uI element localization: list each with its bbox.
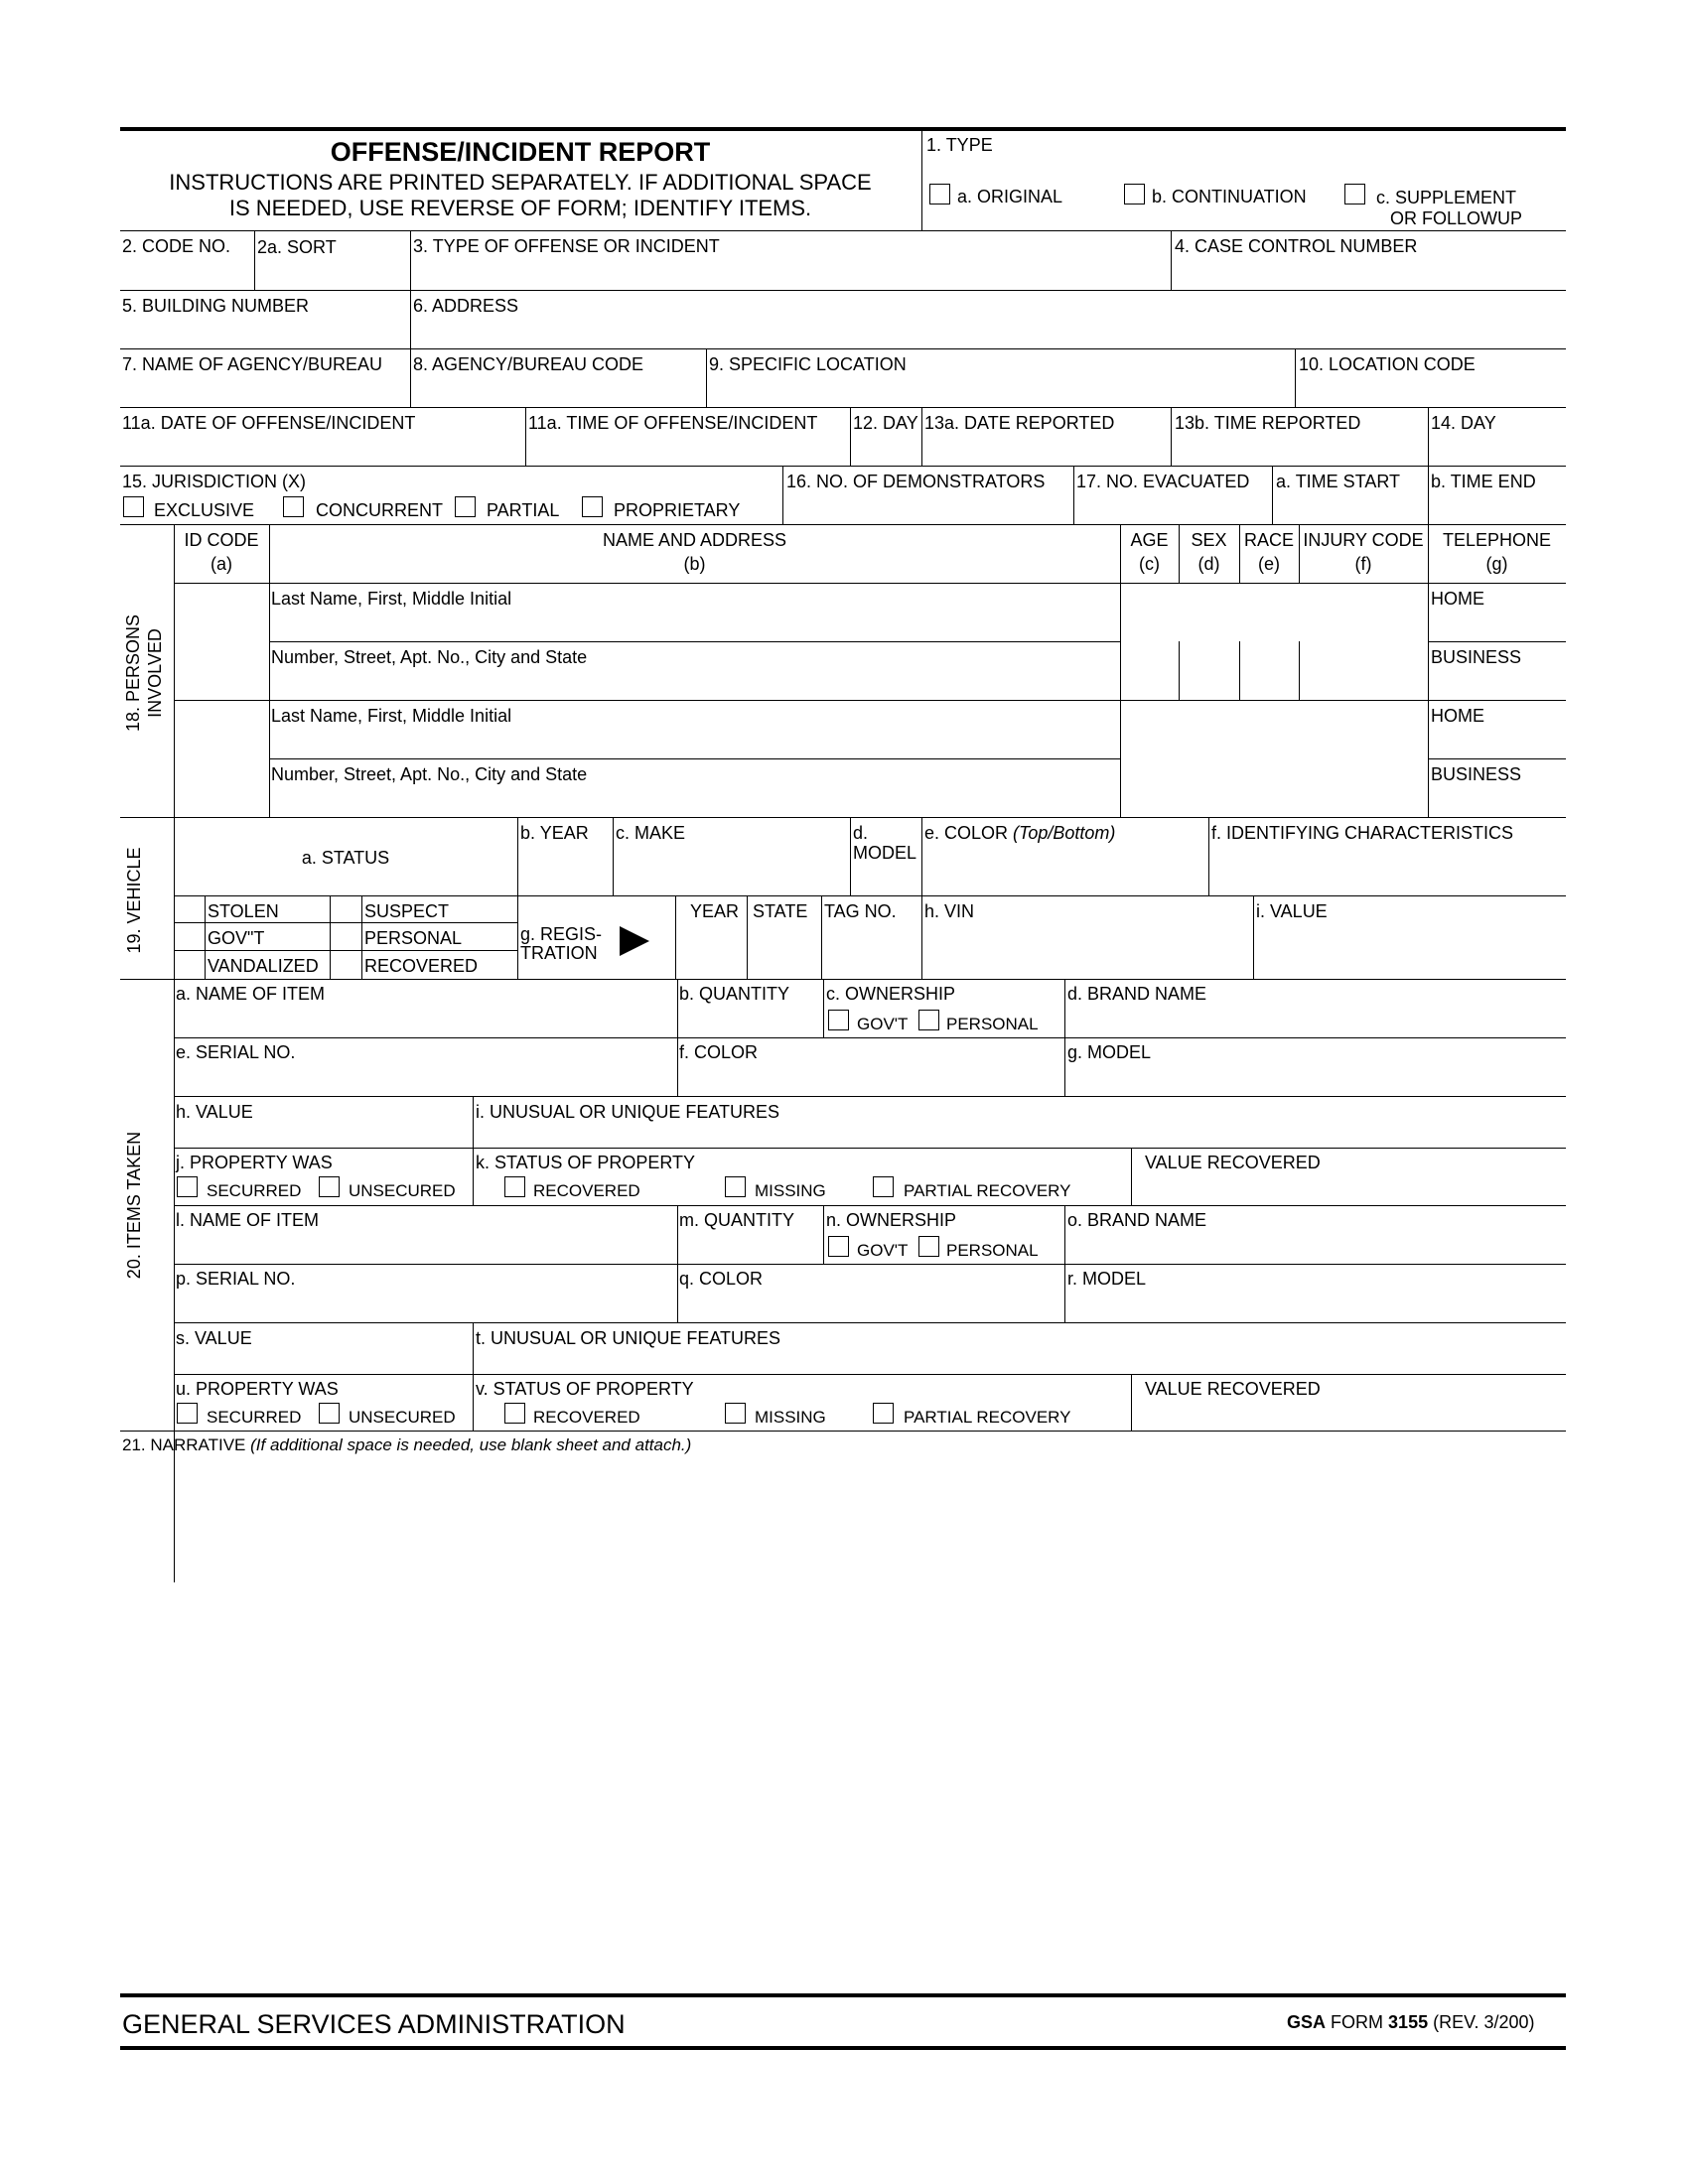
footer-form-id — [1287, 2012, 1535, 2032]
item-2-value-label: s. VALUE — [176, 1328, 252, 1348]
items-rule — [174, 1205, 1566, 1206]
divider — [1295, 348, 1296, 407]
person-1-address-hint: Number, Street, Apt. No., City and State — [271, 647, 588, 667]
status-grid-line — [174, 950, 517, 951]
type-continuation-checkbox[interactable] — [1124, 184, 1145, 205]
divider — [517, 817, 518, 979]
footer-gsa: GSA — [1287, 2012, 1327, 2032]
sort-label: 2a. SORT — [257, 237, 337, 257]
item-2-name-label: l. NAME OF ITEM — [176, 1210, 319, 1230]
day-14-label: 14. DAY — [1431, 413, 1496, 433]
rule-row6 — [120, 524, 1566, 525]
col-name-text: NAME AND ADDRESS — [602, 530, 787, 550]
item-2-partial-recovery-label: PARTIAL RECOVERY — [904, 1408, 1071, 1427]
divider — [1171, 407, 1172, 466]
date-reported-label: 13a. DATE REPORTED — [924, 413, 1115, 433]
divider — [675, 895, 676, 979]
agency-code-label: 8. AGENCY/BUREAU CODE — [413, 354, 644, 374]
item-2-recovered-label: RECOVERED — [533, 1408, 640, 1427]
person-2-home-label: HOME — [1431, 706, 1484, 726]
divider — [254, 230, 255, 290]
person-1-home-label: HOME — [1431, 589, 1484, 609]
item-1-secured-checkbox[interactable] — [177, 1176, 198, 1197]
col-injury-sub: (f) — [1354, 554, 1372, 574]
item-1-unsecured-checkbox[interactable] — [319, 1176, 340, 1197]
time-reported-label: 13b. TIME REPORTED — [1175, 413, 1361, 433]
col-sex-sub: (d) — [1197, 554, 1220, 574]
rule-person-1-mid-a — [269, 641, 1120, 642]
person-1-name-hint: Last Name, First, Middle Initial — [271, 589, 512, 609]
items-taken-section-label: 20. ITEMS TAKEN — [124, 1131, 144, 1280]
type-of-offense-label: 3. TYPE OF OFFENSE OR INCIDENT — [413, 236, 720, 256]
divider — [1299, 641, 1300, 700]
divider — [361, 895, 362, 979]
col-id-code — [174, 530, 269, 574]
top-rule — [120, 127, 1566, 131]
col-name-address — [269, 530, 1120, 574]
proprietary-label: PROPRIETARY — [614, 500, 741, 520]
item-1-status-label: k. STATUS OF PROPERTY — [476, 1153, 696, 1172]
date-of-offense-label: 11a. DATE OF OFFENSE/INCIDENT — [122, 413, 416, 433]
status-vandalized-label: VANDALIZED — [208, 956, 319, 976]
item-1-value-recovered-label: VALUE RECOVERED — [1145, 1153, 1321, 1172]
narrative-label — [122, 1435, 691, 1455]
item-1-personal-checkbox[interactable] — [918, 1010, 939, 1030]
tag-no-label: TAG NO. — [824, 901, 897, 921]
section-left-divider — [174, 524, 175, 1582]
day-12-label: 12. DAY — [853, 413, 918, 433]
type-supplement-label: c. SUPPLEMENT — [1376, 188, 1517, 207]
type-followup-label: OR FOLLOWUP — [1390, 208, 1523, 228]
divider — [921, 407, 922, 466]
item-1-unusual-label: i. UNUSUAL OR UNIQUE FEATURES — [476, 1102, 780, 1122]
col-race — [1239, 530, 1299, 574]
demonstrators-label: 16. NO. OF DEMONSTRATORS — [786, 472, 1046, 491]
footer-revision: (REV. 3/200) — [1433, 2012, 1535, 2032]
reg-year-label: YEAR — [690, 901, 740, 921]
address-label: 6. ADDRESS — [413, 296, 519, 316]
vehicle-color-note: (Top/Bottom) — [1013, 823, 1116, 843]
specific-location-label: 9. SPECIFIC LOCATION — [709, 354, 907, 374]
item-1-secured-label: SECURRED — [207, 1181, 302, 1200]
item-2-quantity-label: m. QUANTITY — [679, 1210, 794, 1230]
col-name-sub: (b) — [683, 554, 706, 574]
offense-incident-report-form — [120, 127, 1566, 1455]
location-code-label: 10. LOCATION CODE — [1299, 354, 1476, 374]
divider — [1428, 758, 1429, 817]
item-2-secured-label: SECURRED — [207, 1408, 302, 1427]
type-original-label: a. ORIGINAL — [957, 187, 1063, 206]
item-2-property-was-label: u. PROPERTY WAS — [176, 1379, 339, 1399]
divider — [205, 895, 206, 979]
exclusive-checkbox[interactable] — [123, 496, 144, 517]
person-1-business-label: BUSINESS — [1431, 647, 1522, 667]
rule-persons-header — [174, 583, 1566, 584]
time-start-label: a. TIME START — [1276, 472, 1401, 491]
vehicle-year-label: b. YEAR — [520, 823, 589, 843]
building-number-label: 5. BUILDING NUMBER — [122, 296, 310, 316]
item-2-partial-recovery-checkbox[interactable] — [873, 1403, 894, 1424]
rule-person-1-mid-b — [1428, 641, 1566, 642]
item-2-color-label: q. COLOR — [679, 1269, 764, 1289]
registration-label-1: g. REGIS- — [520, 924, 603, 944]
divider — [1428, 407, 1429, 466]
divider — [410, 290, 411, 348]
rule-row5 — [120, 466, 1566, 467]
divider — [1428, 466, 1429, 524]
code-no-label: 2. CODE NO. — [122, 236, 231, 256]
person-2-name-hint: Last Name, First, Middle Initial — [271, 706, 512, 726]
vehicle-section-label: 19. VEHICLE — [124, 847, 144, 954]
footer-form-word: FORM — [1331, 2012, 1384, 2032]
vehicle-status-label: a. STATUS — [301, 848, 390, 868]
divider — [1131, 1148, 1132, 1205]
rule-person-2-mid-b — [1428, 758, 1566, 759]
divider — [850, 817, 851, 895]
instructions-line-1: INSTRUCTIONS ARE PRINTED SEPARATELY. IF ADDITIONAL SPACE — [169, 170, 872, 195]
col-age — [1120, 530, 1179, 574]
evacuated-label: 17. NO. EVACUATED — [1076, 472, 1250, 491]
vehicle-value-label: i. VALUE — [1256, 901, 1328, 921]
item-1-personal-label: PERSONAL — [946, 1015, 1039, 1033]
col-sex — [1179, 530, 1239, 574]
items-rule — [174, 1096, 1566, 1097]
divider — [525, 407, 526, 466]
footer-form-number: 3155 — [1388, 2012, 1429, 2032]
arrow-right-icon — [618, 924, 651, 958]
items-rule — [174, 1374, 1566, 1375]
persons-section-text: 18. PERSONS INVOLVED — [123, 614, 165, 733]
item-2-govt-label: GOV'T — [857, 1241, 909, 1260]
col-race-sub: (e) — [1258, 554, 1280, 574]
persons-involved-section-label — [122, 609, 166, 738]
item-1-name-label: a. NAME OF ITEM — [176, 984, 326, 1004]
divider — [747, 895, 748, 979]
rule-header — [120, 230, 1566, 231]
item-1-recovered-label: RECOVERED — [533, 1181, 640, 1200]
concurrent-checkbox[interactable] — [283, 496, 304, 517]
items-rule — [174, 1264, 1566, 1265]
item-1-missing-checkbox[interactable] — [725, 1176, 746, 1197]
divider — [921, 817, 922, 979]
type-original-checkbox[interactable] — [929, 184, 950, 205]
rule-person-2-mid-a — [269, 758, 1120, 759]
time-of-offense-label: 11a. TIME OF OFFENSE/INCIDENT — [528, 413, 818, 433]
item-1-unsecured-label: UNSECURED — [349, 1181, 456, 1200]
divider — [1253, 895, 1254, 979]
divider — [821, 895, 822, 979]
vehicle-color-label — [924, 823, 1115, 843]
col-telephone-text: TELEPHONE — [1442, 530, 1552, 550]
rule-items-end — [120, 1431, 1566, 1432]
item-1-ownership-label: c. OWNERSHIP — [826, 984, 956, 1004]
rule-row2 — [120, 290, 1566, 291]
concurrent-label: CONCURRENT — [316, 500, 443, 520]
col-race-text: RACE — [1243, 530, 1294, 550]
item-1-recovered-checkbox[interactable] — [504, 1176, 525, 1197]
rule-person-1 — [174, 700, 1566, 701]
rule-row3 — [120, 348, 1566, 349]
col-telephone-sub: (g) — [1485, 554, 1508, 574]
divider — [1131, 1374, 1132, 1431]
rule-row4 — [120, 407, 1566, 408]
vehicle-color-text: e. COLOR — [924, 823, 1009, 843]
item-1-value-label: h. VALUE — [176, 1102, 253, 1122]
col-id-code-text: ID CODE — [184, 530, 259, 550]
identifying-characteristics-label: f. IDENTIFYING CHARACTERISTICS — [1211, 823, 1514, 843]
vehicle-model-label — [853, 823, 916, 863]
vin-label: h. VIN — [924, 901, 975, 921]
divider — [269, 758, 270, 817]
item-2-model-label: r. MODEL — [1067, 1269, 1147, 1289]
item-2-recovered-checkbox[interactable] — [504, 1403, 525, 1424]
item-2-unusual-label: t. UNUSUAL OR UNIQUE FEATURES — [476, 1328, 781, 1348]
status-recovered-label: RECOVERED — [364, 956, 479, 976]
time-end-label: b. TIME END — [1431, 472, 1536, 491]
item-1-govt-checkbox[interactable] — [828, 1010, 849, 1030]
divider — [782, 466, 783, 524]
item-2-status-label: v. STATUS OF PROPERTY — [476, 1379, 694, 1399]
divider — [330, 895, 331, 979]
registration-label-2: TRATION — [520, 943, 598, 963]
item-2-secured-checkbox[interactable] — [177, 1403, 198, 1424]
vehicle-make-label: c. MAKE — [616, 823, 686, 843]
items-rule — [174, 1322, 1566, 1323]
item-1-property-was-label: j. PROPERTY WAS — [176, 1153, 333, 1172]
instructions-line-2: IS NEEDED, USE REVERSE OF FORM; IDENTIFY ITEMS. — [228, 196, 812, 220]
item-2-govt-checkbox[interactable] — [828, 1236, 849, 1257]
item-2-missing-label: MISSING — [755, 1408, 826, 1427]
item-2-personal-checkbox[interactable] — [918, 1236, 939, 1257]
item-2-unsecured-checkbox[interactable] — [319, 1403, 340, 1424]
divider — [1120, 758, 1121, 817]
item-1-model-label: g. MODEL — [1067, 1042, 1152, 1062]
narrative-label-text: 21. NARRATIVE — [122, 1435, 246, 1454]
form-title: OFFENSE/INCIDENT REPORT — [330, 137, 711, 167]
reg-state-label: STATE — [753, 901, 808, 921]
person-2-business-label: BUSINESS — [1431, 764, 1522, 784]
status-personal-label: PERSONAL — [364, 928, 463, 948]
col-age-text: AGE — [1130, 530, 1169, 550]
item-2-serial-label: p. SERIAL NO. — [176, 1269, 296, 1289]
proprietary-checkbox[interactable] — [582, 496, 603, 517]
item-1-govt-label: GOV'T — [857, 1015, 909, 1033]
divider — [1171, 230, 1172, 290]
status-grid-line — [174, 922, 517, 923]
divider — [1272, 466, 1273, 524]
rule-vehicle-top — [174, 895, 1566, 896]
divider — [410, 230, 411, 290]
col-injury-text: INJURY CODE — [1303, 530, 1424, 550]
case-control-number-label: 4. CASE CONTROL NUMBER — [1175, 236, 1418, 256]
footer-top-rule — [120, 1993, 1566, 1997]
col-telephone — [1428, 530, 1566, 574]
status-stolen-label: STOLEN — [208, 901, 279, 921]
col-sex-text: SEX — [1191, 530, 1227, 550]
col-age-sub: (c) — [1139, 554, 1160, 574]
divider — [1239, 641, 1240, 700]
rule-vehicle-end — [120, 979, 1566, 980]
footer-bottom-rule — [120, 2046, 1566, 2050]
narrative-note: (If additional space is needed, use blank sheet and attach.) — [250, 1435, 692, 1454]
rule-persons-end — [120, 817, 1566, 818]
item-2-missing-checkbox[interactable] — [725, 1403, 746, 1424]
divider — [1073, 466, 1074, 524]
divider — [473, 1322, 474, 1431]
divider — [1179, 641, 1180, 700]
item-1-color-label: f. COLOR — [679, 1042, 759, 1062]
col-injury-code — [1299, 530, 1428, 574]
footer-agency: GENERAL SERVICES ADMINISTRATION — [122, 2009, 626, 2039]
partial-checkbox[interactable] — [455, 496, 476, 517]
divider — [410, 348, 411, 407]
divider — [473, 1096, 474, 1205]
item-1-brand-label: d. BRAND NAME — [1067, 984, 1207, 1004]
item-1-quantity-label: b. QUANTITY — [679, 984, 790, 1004]
item-2-ownership-label: n. OWNERSHIP — [826, 1210, 957, 1230]
item-1-missing-label: MISSING — [755, 1181, 826, 1200]
type-continuation-label: b. CONTINUATION — [1152, 187, 1307, 206]
divider — [850, 407, 851, 466]
narrative-field[interactable] — [120, 1459, 1566, 1985]
divider — [613, 817, 614, 895]
item-1-partial-recovery-checkbox[interactable] — [873, 1176, 894, 1197]
status-suspect-label: SUSPECT — [364, 901, 450, 921]
vehicle-model-text: d. MODEL — [853, 823, 917, 863]
partial-label: PARTIAL — [487, 500, 560, 520]
col-id-code-sub: (a) — [211, 554, 232, 574]
item-1-partial-recovery-label: PARTIAL RECOVERY — [904, 1181, 1071, 1200]
type-label: 1. TYPE — [926, 135, 993, 155]
divider — [1208, 817, 1209, 895]
divider — [823, 979, 824, 1037]
status-govt-label: GOV"T — [208, 928, 265, 948]
item-2-personal-label: PERSONAL — [946, 1241, 1039, 1260]
items-rule — [174, 1037, 1566, 1038]
divider — [823, 1205, 824, 1264]
person-2-address-hint: Number, Street, Apt. No., City and State — [271, 764, 588, 784]
exclusive-label: EXCLUSIVE — [154, 500, 255, 520]
item-2-value-recovered-label: VALUE RECOVERED — [1145, 1379, 1321, 1399]
agency-name-label: 7. NAME OF AGENCY/BUREAU — [122, 354, 383, 374]
items-rule — [174, 1148, 1566, 1149]
type-supplement-checkbox[interactable] — [1344, 184, 1365, 205]
jurisdiction-label: 15. JURISDICTION (X) — [122, 472, 307, 491]
item-1-serial-label: e. SERIAL NO. — [176, 1042, 296, 1062]
divider — [706, 348, 707, 407]
item-2-brand-label: o. BRAND NAME — [1067, 1210, 1207, 1230]
item-2-unsecured-label: UNSECURED — [349, 1408, 456, 1427]
header-divider — [921, 131, 922, 230]
